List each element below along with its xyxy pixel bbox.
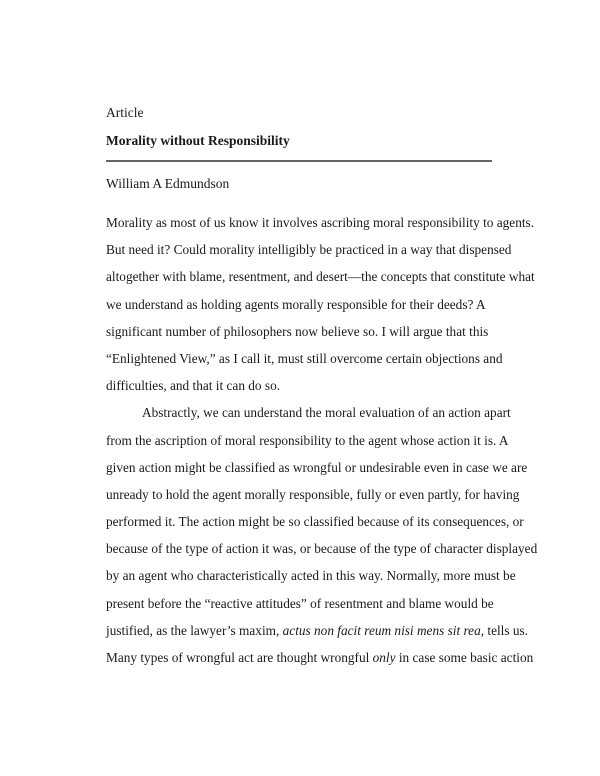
text-line: from the ascription of moral responsibility to the agent whose action it is. A xyxy=(106,432,509,448)
text-span: Many types of wrongful act are thought wrongful xyxy=(106,650,373,665)
article-title: Morality without Responsibility xyxy=(106,133,290,148)
text-line: “Enlightened View,” as I call it, must still overcome certain objections and xyxy=(106,350,503,366)
text-line: by an agent who characteristically acted in this way. Normally, more must be xyxy=(106,568,516,584)
text-line: difficulties, and that it can do so. xyxy=(106,378,281,394)
text-line: we understand as holding agents morally responsible for their deeds? A xyxy=(106,296,486,312)
paragraph-1 xyxy=(106,209,535,399)
article-body xyxy=(106,209,538,671)
article-type-label: Article xyxy=(106,105,144,120)
text-line: Abstractly, we can understand the moral evaluation of an action apart xyxy=(142,405,511,421)
paragraph-2 xyxy=(106,399,538,671)
text-line-emphasis xyxy=(106,644,534,671)
text-line: But need it? Could morality intelligibly be practiced in a way that dispensed xyxy=(106,242,512,258)
text-line: significant number of philosophers now believe so. I will argue that this xyxy=(106,323,489,339)
text-line: because of the type of action it was, or because of the type of character displayed xyxy=(106,541,538,557)
text-line: Morality as most of us know it involves ascribing moral responsibility to agents. xyxy=(106,215,535,230)
text-line: given action might be classified as wrongful or undesirable even in case we are xyxy=(106,459,528,475)
title-divider xyxy=(106,160,492,162)
text-span: , tells us. xyxy=(480,622,529,638)
latin-maxim: actus non facit reum nisi mens sit rea xyxy=(282,622,481,638)
text-line: altogether with blame, resentment, and desert—the concepts that constitute what xyxy=(106,269,535,285)
text-line: present before the “reactive attitudes” of resentment and blame would be xyxy=(106,595,494,611)
text-line: unready to hold the agent morally responsible, fully or even partly, for having xyxy=(106,486,520,502)
text-line-maxim xyxy=(106,617,529,644)
text-span: justified, as the lawyer’s maxim, xyxy=(106,622,283,638)
emphasis-only: only xyxy=(372,650,396,665)
text-line: performed it. The action might be so classified because of its consequences, or xyxy=(106,514,524,530)
author-name: William A Edmundson xyxy=(106,176,230,191)
text-span: in case some basic action xyxy=(395,650,534,665)
